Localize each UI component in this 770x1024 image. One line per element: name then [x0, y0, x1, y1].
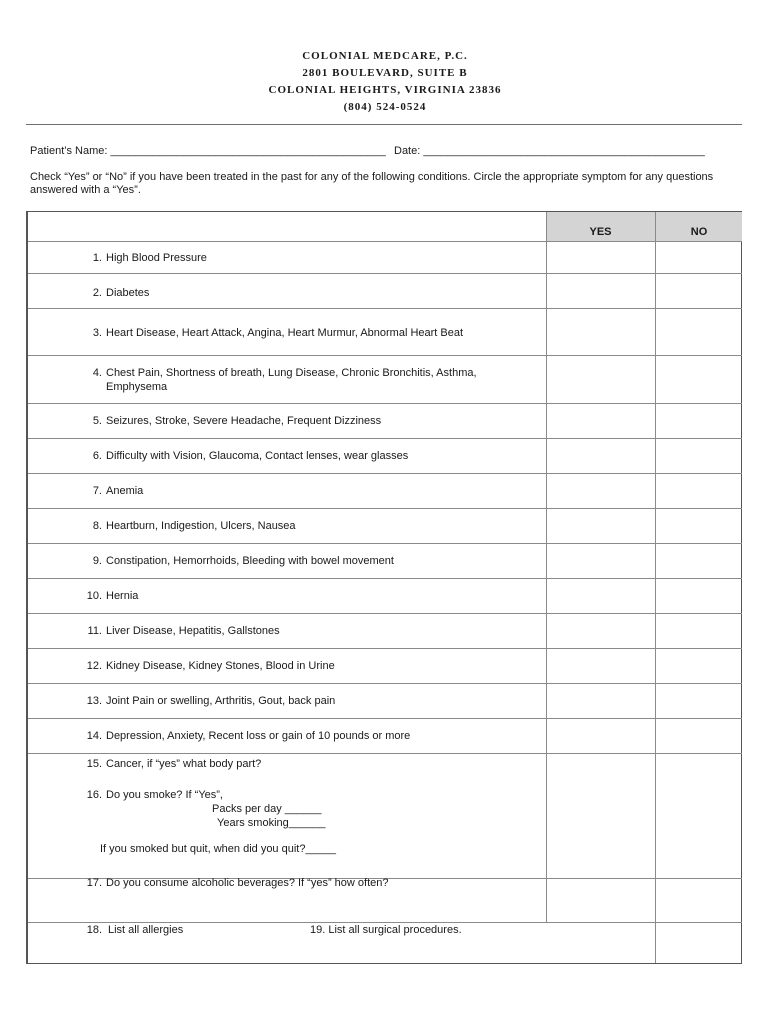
alcohol-label: Do you consume alcoholic beverages? If “yes” how often? [106, 877, 389, 889]
condition-number: 11. [87, 625, 102, 637]
condition-label: Heart Disease, Heart Attack, Angina, Heart Murmur, Abnormal Heart Beat [106, 327, 464, 339]
condition-label: Difficulty with Vision, Glaucoma, Contact lenses, wear glasses [106, 450, 409, 462]
condition-label: Kidney Disease, Kidney Stones, Blood in Urine [106, 660, 335, 672]
row-divider [28, 508, 742, 509]
condition-number: 6. [92, 450, 102, 462]
condition-number: 18. [86, 924, 102, 936]
condition-label: Constipation, Hemorrhoids, Bleeding with bowel movement [106, 555, 394, 567]
row-divider [28, 613, 742, 614]
header-divider [26, 124, 742, 125]
condition-number: 14. [86, 730, 102, 742]
row-divider [28, 718, 742, 719]
phone-number: (804) 524-0524 [343, 101, 427, 113]
smoking-label: Do you smoke? If “Yes”, [106, 789, 223, 801]
row-divider [28, 543, 742, 544]
condition-number: 7. [92, 485, 102, 497]
condition-number: 15. [86, 758, 102, 770]
condition-number: 8. [92, 520, 102, 532]
no-column-header: NO [656, 212, 742, 241]
condition-label: High Blood Pressure [106, 252, 207, 264]
no-column-line [655, 212, 656, 963]
row-divider [28, 683, 742, 684]
surgical-procedures-label: 19. List all surgical procedures. [310, 924, 462, 936]
condition-number: 2. [92, 287, 102, 299]
row-divider [28, 403, 742, 404]
condition-number: 1. [92, 252, 102, 264]
row-divider [28, 578, 742, 579]
row-divider [28, 473, 742, 474]
years-smoking-field[interactable]: Years smoking______ [217, 817, 326, 829]
row-divider [28, 753, 742, 754]
conditions-table [26, 211, 742, 964]
condition-label: Anemia [106, 485, 144, 497]
condition-number: 9. [92, 555, 102, 567]
condition-label: Hernia [106, 590, 139, 602]
yes-column-line [546, 212, 547, 923]
letterhead [0, 48, 770, 116]
condition-label: Joint Pain or swelling, Arthritis, Gout, back pain [106, 695, 336, 707]
condition-number: 13. [86, 695, 102, 707]
row-divider [28, 648, 742, 649]
packs-per-day-field[interactable]: Packs per day ______ [212, 803, 322, 815]
row-divider [28, 308, 742, 309]
patient-name-field[interactable]: Patient’s Name: _____________________________________________ [30, 145, 386, 157]
row-divider [28, 438, 742, 439]
allergies-label: List all allergies [108, 924, 184, 936]
yes-column-header: YES [546, 212, 655, 241]
row-divider [28, 355, 742, 356]
header-row-line [28, 241, 742, 242]
condition-number: 5. [92, 415, 102, 427]
condition-label: Depression, Anxiety, Recent loss or gain of 10 pounds or more [106, 730, 411, 742]
condition-label: Heartburn, Indigestion, Ulcers, Nausea [106, 520, 296, 532]
condition-label: Chest Pain, Shortness of breath, Lung Disease, Chronic Bronchitis, Asthma, Emphysema [106, 367, 477, 393]
condition-label: Cancer, if “yes” what body part? [106, 758, 262, 770]
condition-number: 3. [92, 327, 102, 339]
date-field[interactable]: Date: ______________________________________________ [394, 145, 705, 157]
condition-number: 16. [86, 789, 102, 801]
condition-number: 4. [92, 367, 102, 379]
address-line-1: 2801 BOULEVARD, SUITE B [302, 67, 468, 79]
company-name: COLONIAL MEDCARE, P.C. [302, 50, 468, 62]
address-line-2: COLONIAL HEIGHTS, VIRGINIA 23836 [268, 84, 502, 96]
condition-label: Seizures, Stroke, Severe Headache, Frequent Dizziness [106, 415, 382, 427]
condition-number: 17. [86, 877, 102, 889]
row-divider [28, 273, 742, 274]
condition-number: 12. [86, 660, 102, 672]
quit-date-field[interactable]: If you smoked but quit, when did you quit?_____ [100, 843, 337, 855]
condition-label: Liver Disease, Hepatitis, Gallstones [106, 625, 280, 637]
condition-label: Diabetes [106, 287, 150, 299]
condition-number: 10. [86, 590, 102, 602]
instructions: Check “Yes” or “No” if you have been treated in the past for any of the following conditions. Circle the appropriate symptom for any questions answered with a “Yes”. [30, 171, 714, 196]
